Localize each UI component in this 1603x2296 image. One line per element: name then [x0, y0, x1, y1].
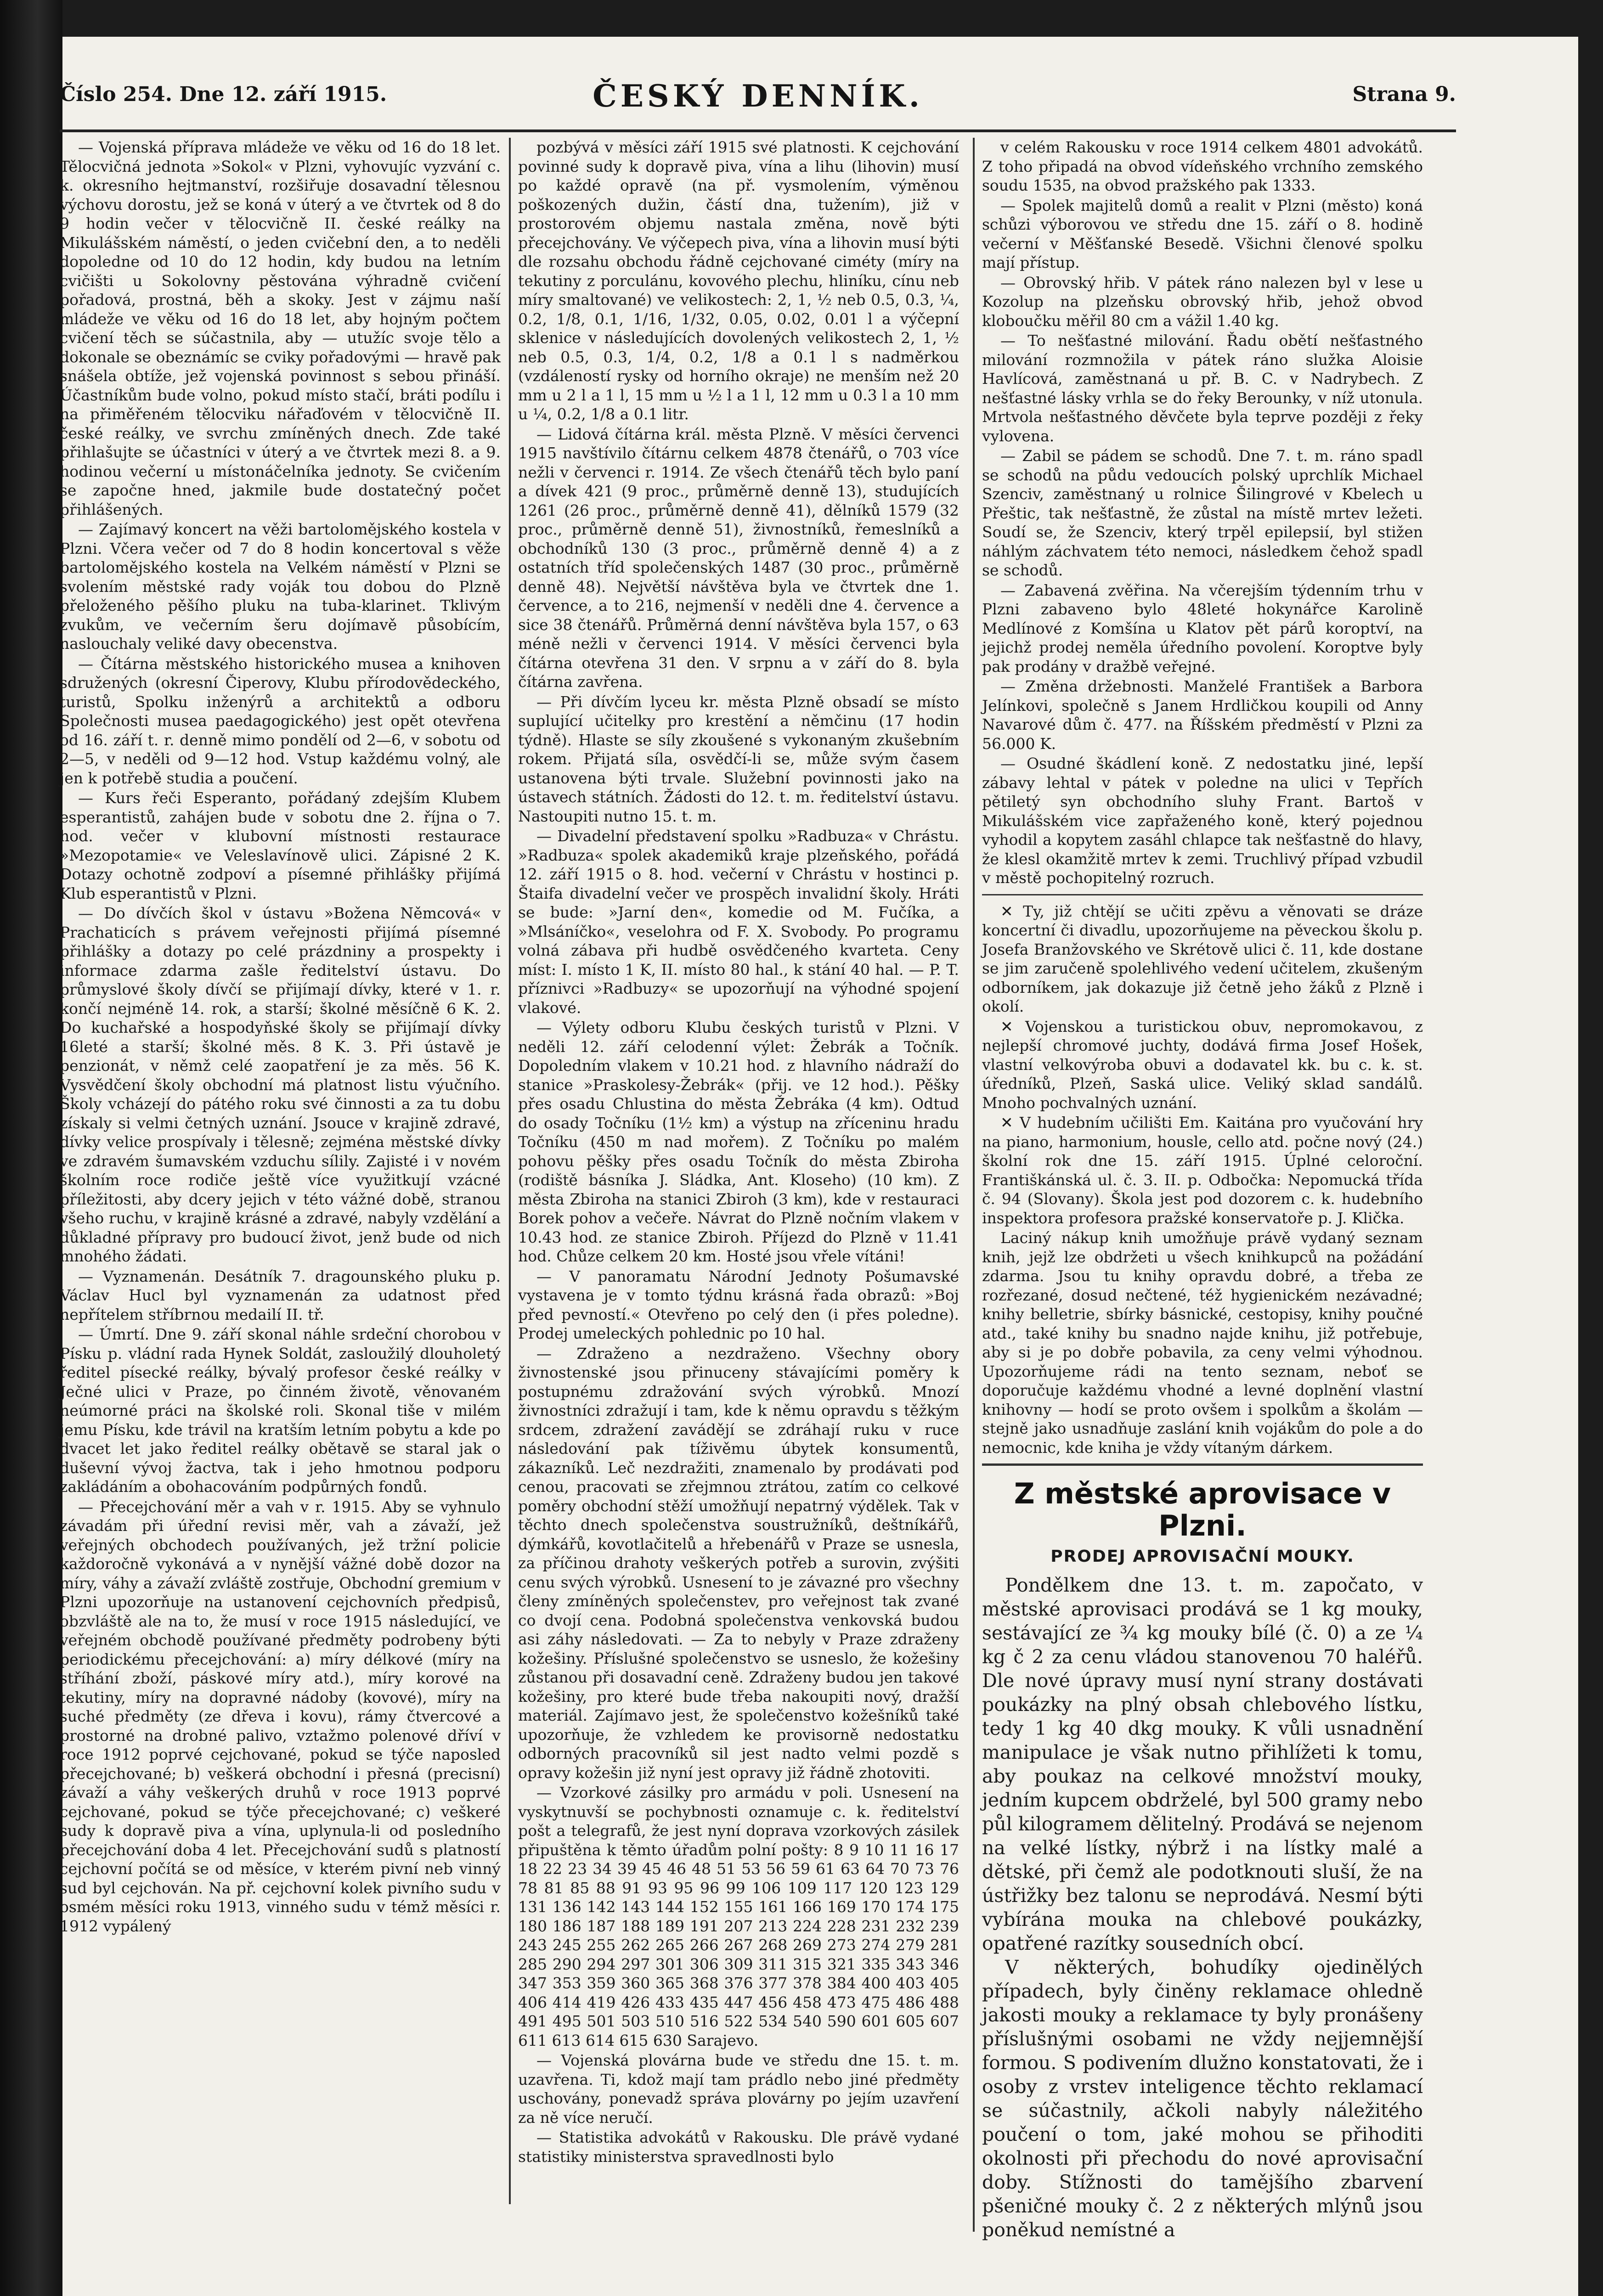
article: — Zdraženo a nezdraženo. Všechny obory živnostenské jsou přinuceny stávajícími poměry k postupnému zdražování svých výrobků. Mnozí živnostníci zdražují i tam, kde k němu opravdu s těžkým srdcem, zdražení zavádějí se zdráhají ruku v ruce následování pak tíživěmu úbytek konsumentů, zákazníků. Leč nezdražiti, znamenalo by prodávati pod cenou, pracovati se zřejmnou ztrátou, zatím co celkové poměry obchodní stěží umožňují nepatrný výdělek. Tak v těchto dnech společenstva soustružníků, deštníkářů, dýmkářů, kovotlačitelů a hřebenářů v Praze se usnesla, za příčinou drahoty veškerých potřeb a surovin, zvýšiti cenu svých výrobků. Usnesení to je závazné pro všechny členy zmíněných společenstev, pro veřejnost tak zvané co dvojí cena. Podobná společenstva venkovská budou asi záhy následovati. — Za to nebyly v Praze zdraženy kožešiny. Příslušné společenstvo se usneslo, že kožešiny zůstanou při dosavadní ceně. Zdraženy budou jen takové kožešiny, pro které bude třeba nakoupiti nový, dražší materiál. Zajímavo jest, že společenstvo kožešníků také upozorňuje, že vzhledem ke provisorně nedostatku odborných pracovníků sil jest nadto velmi pozdě s opravy kožešin již nyní jest opravy již řádně zhotoviti.: [518, 1344, 959, 1782]
article: pozbývá v měsíci září 1915 své platnosti. K cejchování povinné sudy k dopravě piva, vína a lihu (lihovin) musí po každé opravě (na př. vysmolením, výměnou poškozených dužin, částí dna, tužením), již v prostorovém objemu nastala změna, nově býti přecejchovány. Ve výčepech piva, vína a lihovin musí býti dle rozsahu obchodu řádně cejchované ciméty (míry na tekutiny z porculánu, kovového plechu, hliníku, cínu neb míry smaltované) ve velikostech: 2, 1, ½ neb 0.5, 0.3, ¼, 0.2, 1/8, 0.1, 1/16, 1/32, 0.05, 0.02, 0.01 l a výčepní sklenice v následujících dovolených velikostech 2, 1, ½ neb 0.5, 0.3, 1/4, 0.2, 1/8 a 0.1 l s nadměrkou (vzdáleností rysky od horního okraje) ne menším než 20 mm u 2 l a 1 l, 15 mm u ½ l a 1 l, 12 mm u 0.3 l a 10 mm u ¼, 0.2, 1/8 a 0.1 litr.: [518, 138, 959, 423]
aprovisace-notice: [982, 1478, 1423, 2242]
masthead: [60, 69, 1456, 124]
article: — Zajímavý koncert na věži bartolomějského kostela v Plzni. Včera večer od 7 do 8 hodin koncertoval s věže bartolomějského kostela na Velkém náměstí v Plzni se svolením městské rady voják tou dobou do Plzně přeloženého pěšího pluku na tuba-klarinet. Tklivým zvukům, ve večerním šeru dojímavě působícím, naslouchaly veliké davy obecenstva.: [60, 520, 501, 653]
article: — Statistika advokátů v Rakousku. Dle právě vydané statistiky ministerstva spravedlnosti bylo: [518, 2128, 959, 2166]
scan-margin: [0, 0, 62, 2296]
issue-date: Číslo 254. Dne 12. září 1915.: [60, 83, 387, 106]
article: — Kurs řeči Esperanto, pořádaný zdejším Klubem esperantistů, zahájen bude v sobotu dne 2. října o 7. hod. večer v klubovní místnosti restaurace »Mezopotamie« ve Veleslavínově ulici. Zápisné 2 K. Dotazy ochotně zodpoví a písemné přihlášky přijímá Klub esperantistů v Plzni.: [60, 789, 501, 902]
article: — To nešťastné milování. Řadu obětí nešťastného milování rozmnožila v pátek ráno služka Aloisie Havlícová, zaměstnaná u př. B. C. v Nadrybech. Z nešťastné lásky vrhla se do řeky Berounky, v níž utonula. Mrtvola nešťastného děvčete byla teprve později z řeky vylovena.: [982, 332, 1423, 445]
article: — Spolek majitelů domů a realit v Plzni (město) koná schůzi výborovou ve středu dne 15. září o 8. hodině večerní v Měšťanské Besedě. Všichni členové spolku mají přístup.: [982, 196, 1423, 271]
article: — V panoramatu Národní Jednoty Pošumavské vystavena je v tomto týdnu krásná řada obrazů: »Boj před pevností.« Otevřeno po celý den (i přes poledne). Prodej umeleckých pohlednic po 10 hal.: [518, 1267, 959, 1342]
article: — Při dívčím lyceu kr. města Plzně obsadí se místo suplující učitelky pro krestění a němčinu (17 hodin týdně). Hlaste se síly zkoušené s vykonaným zkušebním rokem. Přijatá síla, osvědčí-li se, může svým časem ustanovena býti trvale. Služební povinnosti jako na ústavech státních. Žádosti do 12. t. m. ředitelství ústavu. Nastoupiti nutno 15. t. m.: [518, 692, 959, 825]
article: — Vzorkové zásilky pro armádu v poli. Usnesení na vyskytnuvší se pochybnosti oznamuje c. k. ředitelství pošt a telegrafů, že jest nyní doprava vzorkových zásilek připuštěna k těmto úřadům polní pošty: 8 9 10 11 16 17 18 22 23 34 39 45 46 48 51 53 56 59 61 63 64 70 73 76 78 81 85 88 91 93 95 96 99 106 109 117 120 123 129 131 136 142 143 144 152 155 161 166 169 170 174 175 180 186 187 188 189 191 207 213 224 228 231 232 239 243 245 255 262 265 266 267 268 269 273 274 279 281 285 290 294 297 301 306 309 311 315 321 335 343 346 347 353 359 360 365 368 376 377 378 384 400 403 405 406 414 419 426 433 435 447 456 458 473 475 486 488 491 495 501 503 510 516 522 534 540 590 601 605 607 611 613 614 615 630 Sarajevo.: [518, 1784, 959, 2049]
notice-title: Z městské aprovisace v Plzni.: [1014, 1477, 1391, 1542]
column-2: [518, 138, 959, 2241]
article: — Zabil se pádem se schodů. Dne 7. t. m. ráno spadl se schodů na půdu vedoucích polský uprchlík Michael Szenciv, zaměstnaný u rolnice Šilingrové v Kbelech u Přeštic, tak nešťastně, že zůstal na místě mrtev ležeti. Soudí se, že Szenciv, který trpěl epilepsií, byl stižen náhlým záchvatem této nemoci, následkem čehož spadl se schodů.: [982, 447, 1423, 579]
article: — Do dívčích škol v ústavu »Božena Němcová« v Prachaticích s právem veřejnosti přijímá písemné přihlášky a dotazy po celé prázdniny a prospekty i informace zdarma zašle ředitelství ústavu. Do průmyslové školy dívčí se přijímají dívky, které v 1. r. končí nejméně 14. rok, a starší; školné měsíčně 6 K. 2. Do kuchařské a hospodyňské školy se přijímají dívky 16leté a starší; školné měs. 8 K. 3. Při ústavě je penzionát, v němž celé zaopatření je za měs. 56 K. Vysvědčení školy obchodní má platnost listu výučního. Školy vcházejí do pátého roku své činnosti a za tu dobu získaly si velmi četných uznání. Jsouce v krajině zdravé, dívky velice prospívaly i tělesně; zejména městské dívky ve zdravém šumavském vzduchu sílily. Zajisté i v novém školním roce rodiče ještě více využitkují vzácné příležitosti, aby dcery jejich v této vážné době, stranou všeho ruchu, v krajině krásné a zdravé, nabyly vzdělání a důkladné přípravy pro budoucí život, jenž bude od nich mnohého žádati.: [60, 904, 501, 1265]
notice-paragraph: V některých, bohudíky ojedinělých případech, byly činěny reklamace ohledně jakosti mouky a reklamace ty byly pronášeny příslušnými osobami ne vždy nejjemnější formou. S podivením dlužno konstatovati, že i osoby z vrstev inteligence těchto reklamací se súčastnily, ačkoli nabyly náležitého poučení o tom, jaké mohou se přihoditi okolnosti při přechodu do nové aprovisační doby. Stížnosti do tamějšího zbarvení pšeničné mouky č. 2 z některých mlýnů jsou poněkud nemístné a: [982, 1956, 1423, 2241]
article: — Osudné škádlení koně. Z nedostatku jiné, lepší zábavy lehtal v pátek v poledne na ulici v Tepřích pětiletý syn obchodního sluhy Frant. Bartoš v Mikulášském vice zapřaženého koně, který pojednou vyhodil a kopytem zasáhl chlapce tak nešťastně do hlavy, že klesl okamžitě mrtev k zemi. Truchlivý případ vzbudil v městě pochopitelný rozruch.: [982, 754, 1423, 887]
article: — Úmrtí. Dne 9. září skonal náhle srdeční chorobou v Písku p. vládní rada Hynek Soldát, zasloužilý dlouholetý ředitel písecké reálky, bývalý profesor české reálky v Ječné ulici v Praze, po činném životě, věnovaném neúmorné práci na školské roli. Skonal tiše v milém jemu Písku, kde trávil na kratším letním pobytu a kde po dvacet let jako ředitel reálky obětavě se staral jak o duševní vývoj žactva, tak i jeho hmotnou podporu zakládáním a obohacováním podpůrných fondů.: [60, 1325, 501, 1496]
article: — Obrovský hřib. V pátek ráno nalezen byl v lese u Kozolup na plzeňsku obrovský hřib, jehož obvod kloboučku měřil 80 cm a vážil 1.40 kg.: [982, 273, 1423, 330]
article: — Výlety odboru Klubu českých turistů v Plzni. V neděli 12. září celodenní výlet: Žebrák a Točník. Dopoledním vlakem v 10.21 hod. z hlavního nádraží do stanice »Praskolesy-Žebrák« (přij. ve 12 hod.). Pěšky přes osadu Chlustina do města Žebráka (4 km). Odtud do osady Točníku (1½ km) a výstup na zříceninu hradu Točníku (450 m nad mořem). Z Točníku po malém pohovu pěšky přes osadu Točník do města Zbiroha (rodiště básníka J. Sládka, Ant. Kloseho) (10 km). Z města Zbiroha na stanici Zbiroh (3 km), kde v restauraci Borek pohov a večeře. Návrat do Plzně nočním vlakem v 10.43 hod. ze stanice Zbiroh. Příjezd do Plzně v 11.41 hod. Chůze celkem 20 km. Hosté jsou vřele vítáni!: [518, 1019, 959, 1265]
article: — Vojenská příprava mládeže ve věku od 16 do 18 let. Tělocvičná jednota »Sokol« v Plzni, vyhovujíc vyzvání c. k. okresního hejtmanství, rozšiřuje dosavadní tělesnou výchovu dorostu, jež se koná v úterý a ve čtvrtek od 8 do 9 hodin večer v tělocvičně II. české reálky na Mikulášském náměstí, o jeden cvičební den, a to neděli dopoledne od 10 do 12 hodin, kdy budou na letním cvičišti u Sokolovny pěstována výhradně cvičení pořadová, prostná, běh a skoky. Jest v zájmu naší mládeže ve věku od 16 do 18 let, aby hojným počtem cvičení těch se súčastnila, aby — utužíc svoje tělo a dokonale se obeznámíc se cviky pořadovými — hravě pak snášela obtíže, jež vojenská povinnost s sebou přináší. Účastníkům bude volno, pokud místo stačí, bráti podílu i na přiměřeném tělocviku nářaďovém v tělocvičně II. české reálky, ve svrchu zmíněných dnech. Zde také přihlašujte se účastníci v úterý a ve čtvrtek mezi 8. a 9. hodinou večerní u místonáčelníka jednoty. Se cvičením se započne hned, jakmile bude dostatečný počet přihlášených.: [60, 138, 501, 518]
advertisement: ✕ V hudebním učilišti Em. Kaitána pro vyučování hry na piano, harmonium, housle, cello atd. počne nový (24.) školní rok dne 15. září 1915. Úplné celoroční. Františkánská ul. č. 3. II. p. Odbočka: Nepomucká třída č. 94 (Slovany). Škola jest pod dozorem c. k. hudebního inspektora profesora pražské konservatoře p. J. Klička.: [982, 1114, 1423, 1227]
page-number: Strana 9.: [1352, 83, 1456, 106]
article: — Vyznamenán. Desátník 7. dragounského pluku p. Václav Hucl byl vyznamenán za udatnost před nepřítelem stříbrnou medailí II. tř.: [60, 1267, 501, 1323]
article: — Divadelní představení spolku »Radbuza« v Chrástu. »Radbuza« spolek akademiků kraje plzeňského, pořádá 12. září 1915 o 8. hod. večerní v Chrástu v hostinci p. Štaifa divadelní večer ve prospěch invalidní školy. Hráti se bude: »Jarní den«, komedie od M. Fučíka, a »Mlsáníčko«, veselohra od F. X. Svobody. Po programu volná zábava při hudbě osvědčeného kvarteta. Ceny míst: I. místo 1 K, II. místo 80 hal., k stání 40 hal. — P. T. příznivci »Radbuzy« se upozorňují na výhodné spojení vlakové.: [518, 827, 959, 1017]
column-divider: [509, 138, 511, 2204]
notice-subtitle: PRODEJ APROVISAČNÍ MOUKY.: [1050, 1547, 1355, 1566]
article: — Přecejchování měr a vah v r. 1915. Aby se vyhnulo závadám při úřední revisi měr, vah a závaží, jež veřejných obchodech používaných, jež tržní policie každoročně vykonává a v nynější vážné době dozor na míry, váhy a závaží zvláště zostřuje, Obchodní gremium v Plzni upozorňuje na ustanovení cejchovních předpisů, obzvláště ale na to, že musí v roce 1915 následující, ve veřejném obchodě používané předměty podrobeny býti periodickému přecejchování: a) míry délkové (míry na stříhání zboží, páskové míry atd.), míry korové na tekutiny, míry na dopravné nádoby (kovové), míry na suché předměty (ze dřeva i kovu), rámy čtvercové a prostorné na drobné palivo, vztažmo polenové dříví v roce 1912 poprvé cejchované, pokud se týče naposled přecejchované; b) veškerá obchodní i přesná (precisní) závaží a váhy veškerých druhů v roce 1913 poprvé cejchované, pokud se týče přecejchované; c) veškeré sudy k dopravě piva a vína, uplynula-li od posledního přecejchování doba 4 let. Přecejchování sudů s platností cejchovní počítá se od měsíce, v kterém pivní neb vinný sud byl cejchován. Na př. cejchovní kolek pivního sudu v osmém měsíci roku 1913, vinného sudu v témž měsíci r. 1912 vypálený: [60, 1497, 501, 1935]
section-rule: [982, 894, 1423, 895]
advertisement: ✕ Ty, již chtějí se učiti zpěvu a věnovati se dráze koncertní či divadlu, upozorňujeme na pěveckou školu p. Josefa Branžovského ve Skrétově ulici č. 11, kde dostane se jim zaručeně spolehlivého vedení učitelem, zkušeným odborníkem, jak dokazuje již četně jeho žáků z Plzně i okolí.: [982, 902, 1423, 1015]
section-rule: [982, 1463, 1423, 1466]
column-divider: [973, 138, 975, 2232]
notice-paragraph: Pondělkem dne 13. t. m. započato, v městské aprovisaci prodává se 1 kg mouky, sestávající ze ¾ kg mouky bílé (č. 0) a ze ¼ kg č 2 za cenu vládou stanovenou 70 haléřů. Dle nové úpravy musí nyní strany dostávati poukázky na plný obsah chlebového lístku, tedy 1 kg 40 dkg mouky. K vůli usnadnění manipulace je však nutno přihlížeti k tomu, aby poukaz na celkové množství mouky, jedním kupcem obdrželé, byl 500 gramy nebo půl kilogramem dělitelný. Prodává se nejenom na velké lístky, nýbrž i na lístky malé a dětské, při čemž ale podotknouti sluší, že na ústřižky bez talonu se neprodává. Nesmí býti vybírána mouka na chlebové poukázky, opatřené razítky sousedních obcí.: [982, 1574, 1423, 1954]
column-1: [60, 138, 501, 2200]
advertisement: Laciný nákup knih umožňuje právě vydaný seznam knih, jejž lze obdržeti u všech knihkupců na požádání zdarma. Jsou tu knihy opravdu dobré, a třeba ze rozřezané, dosud nečtené, též hygienickém nezávadné; knihy belletrie, sbírky básnické, cestopisy, knihy poučné atd., také knihy bu snadno najde knihu, již potřebuje, aby si je po dobře pobavila, za ceny velmi výhodnou. Upozorňujeme rádi na tento seznam, neboť se doporučuje každému vhodné a levné doplnění vlastní knihovny — hodí se proto ovšem i spolkům a školám — stejně jako usnadňuje zaslání knih vojákům do pole a do nemocnic, kde kniha je vždy vítaným dárkem.: [982, 1229, 1423, 1457]
article: — Zabavená zvěřina. Na včerejším týdenním trhu v Plzni zabaveno bylo 48leté hokynářce Karolině Medlínové z Komšína u Klatov pět párů koroptví, na jejichž prodej neměla úředního povolení. Koroptve byly pak prodány v dražbě veřejné.: [982, 581, 1423, 675]
article: v celém Rakousku v roce 1914 celkem 4801 advokátů. Z toho připadá na obvod vídeňského vrchního zemského soudu 1535, na obvod pražského pak 1333.: [982, 138, 1423, 194]
article: — Změna držebnosti. Manželé František a Barbora Jelínkovi, společně s Janem Hrdličkou koupili od Anny Navarové dům č. 477. na Říšském předměstí v Plzni za 56.000 K.: [982, 677, 1423, 753]
article: — Vojenská plovárna bude ve středu dne 15. t. m. uzavřena. Ti, kdož mají tam prádlo nebo jiné předměty uschovány, ponevadž správa plovárny po jejím uzavření za ně více neručí.: [518, 2051, 959, 2127]
column-3: [982, 138, 1423, 2241]
article: — Lidová čítárna král. města Plzně. V měsíci červenci 1915 navštívilo čítárnu celkem 4878 čtenářů, o 703 více nežli v červenci r. 1914. Ze všech čtenářů těch bylo paní a dívek 421 (9 proc., průměrně denně 13), studujících 1261 (26 proc., průměrně denně 41), dělníků 1579 (32 proc., průměrně denně 51), živnostníků, řemeslníků a obchodníků 130 (3 proc., průměrně denně 4) a z ostatních tříd společenských 1487 (30 proc., průměrně denně 48). Největší návštěva byla ve čtvrtek dne 1. července, a to 216, nejmenší v neděli dne 4. července a sice 38 čtenářů. Průměrná denní návštěva byla 157, o 63 méně nežli v červenci 1914. V měsíci červenci byla čítárna otevřena 31 den. V srpnu a v září do 8. byla čítárna zavřena.: [518, 425, 959, 691]
advertisement: ✕ Vojenskou a turistickou obuv, nepromokavou, z nejlepší chromové juchty, dodává firma Josef Hošek, vlastní velkovýroba obuvi a dodavatel kk. bu c. k. st. úředníků, Plzeň, Saská ulice. Veliký sklad sandálů. Mnoho pochvalných uznání.: [982, 1017, 1423, 1112]
newspaper-title: ČESKÝ DENNÍK.: [593, 78, 923, 114]
header-rule: [60, 129, 1456, 132]
article: — Čítárna městského historického musea a knihoven sdružených (okresní Čiperovy, Klubu přírodovědeckého, turistů, Spolku inženýrů a architektů a odboru Společnosti musea paedagogického) jest opět otevřena od 16. září t. r. denně mimo pondělí od 2—6, v sobotu od 2—5, v neděli od 9—12 hod. Vstup každému volný, ale jen k potřebě studia a poučení.: [60, 654, 501, 787]
advertisements: [982, 902, 1423, 1458]
